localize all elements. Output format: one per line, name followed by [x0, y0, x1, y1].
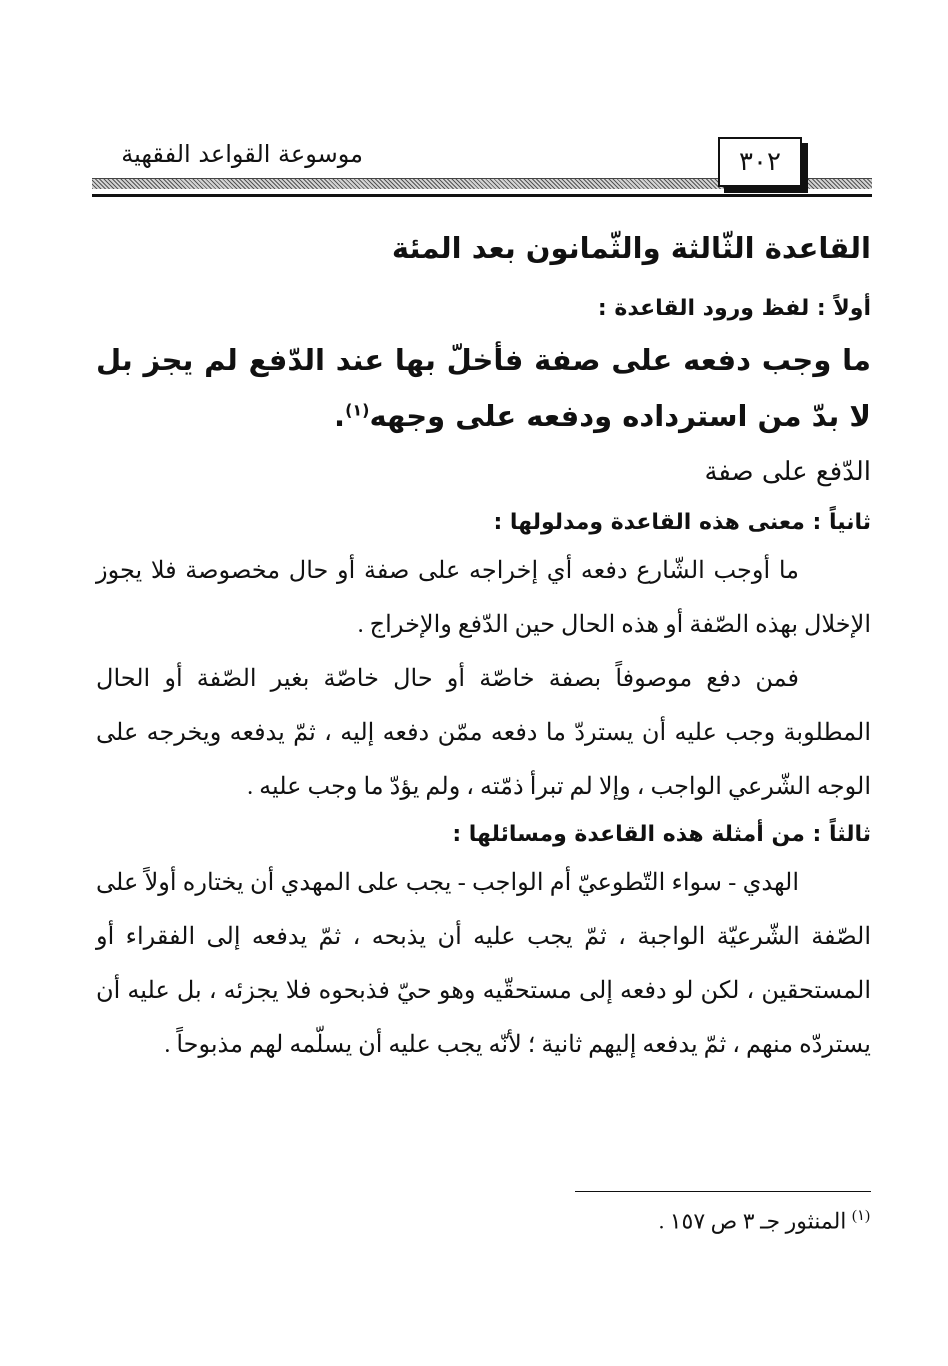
- rule-statement-text: ما وجب دفعه على صفة فأخلّ بها عند الدّفع لم يجز بل لا بدّ من استرداده ودفعه على وجهه: [96, 343, 871, 433]
- running-header-title: موسوعة القواعد الفقهية: [121, 140, 363, 168]
- rule-title: القاعدة الثّالثة والثّمانون بعد المئة: [391, 231, 871, 265]
- section-heading-meaning: ثانياً : معنى هذه القاعدة ومدلولها :: [493, 510, 871, 535]
- rule-end-mark: .: [334, 399, 346, 433]
- header-rule: [92, 194, 872, 197]
- footnote: [659, 1206, 870, 1234]
- footnote-reference: (١): [345, 400, 370, 420]
- footnote-text: المنثور جـ ٣ ص ١٥٧ .: [658, 1208, 847, 1234]
- footnote-number: (١): [851, 1208, 870, 1224]
- marginal-note: الدّفع على صفة: [704, 457, 871, 487]
- section-heading-examples: ثالثاً : من أمثلة هذه القاعدة ومسائلها :: [452, 822, 871, 847]
- body-text: [96, 226, 871, 1072]
- paragraph: ما أوجب الشّارع دفعه أي إخراجه على صفة أو حال مخصوصة فلا يجوز الإخلال بهذه الصّفة أو هذه الحال حين الدّفع والإخراج .: [96, 558, 871, 638]
- paragraph: فمن دفع موصوفاً بصفة خاصّة أو حال خاصّة بغير الصّفة أو الحال المطلوبة وجب عليه أن يستردّ ما دفعه ممّن دفعه إليه ، ثمّ يدفعه ويخرجه على الوجه الشّرعي الواجب ، وإلا لم تبرأ ذمّته ، ولم يؤدّ ما وجب عليه .: [96, 666, 871, 800]
- paragraph: الهدي - سواء التّطوعيّ أم الواجب - يجب على المهدي أن يختاره أولاً على الصّفة الشّرعيّة الواجبة ، ثمّ يجب عليه أن يذبحه ، ثمّ يدفعه إلى الفقراء أو المستحقين ، لكن لو دفعه إلى مستحقّيه وهو حيّ فذبحوه فلا يجزئه ، بل عليه أن يستردّه منهم ، ثمّ يدفعه إليهم ثانية ؛ لأنّه يجب عليه أن يسلّمه لهم مذبوحاً .: [96, 870, 871, 1058]
- page-number-text: ٣٠٢: [739, 147, 781, 177]
- section-heading-wording: أولاً : لفظ ورود القاعدة :: [597, 296, 871, 321]
- rule-statement: [96, 332, 871, 444]
- page-number: [718, 137, 802, 187]
- footnote-separator: [575, 1191, 871, 1192]
